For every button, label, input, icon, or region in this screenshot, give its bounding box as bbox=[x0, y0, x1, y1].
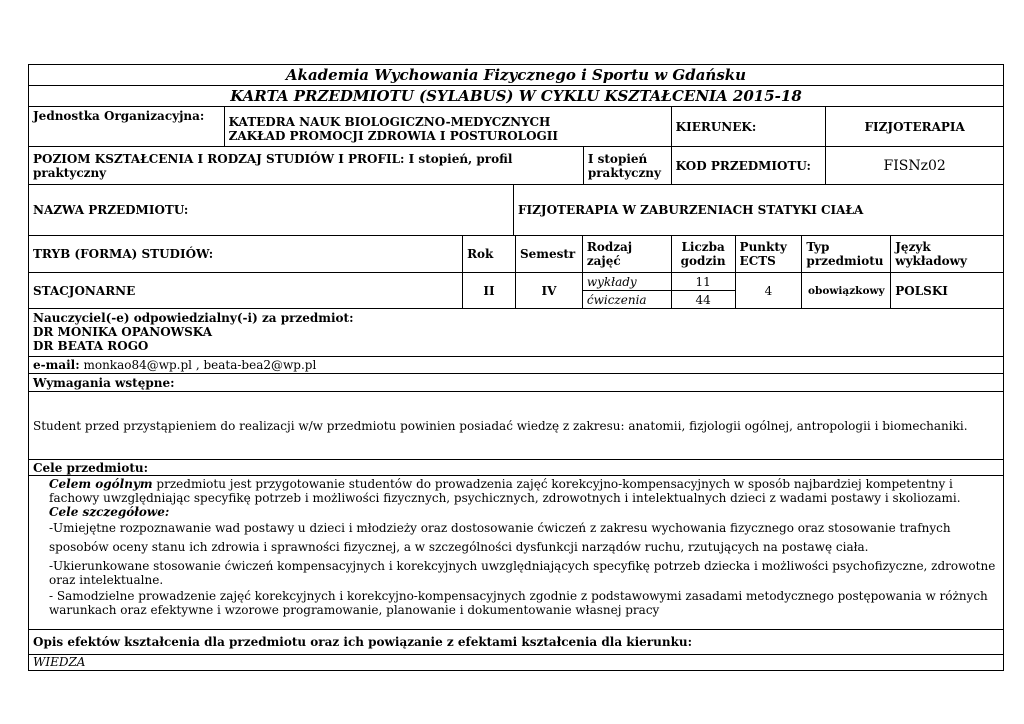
kierunek-label: KIERUNEK: bbox=[672, 107, 827, 146]
mode-values-row bbox=[29, 273, 1003, 309]
level-row bbox=[29, 147, 1003, 185]
goals-row bbox=[29, 476, 1003, 630]
semester-header: Semestr bbox=[516, 236, 583, 272]
card-title-row bbox=[29, 86, 1003, 107]
hours-lecture: 11 bbox=[672, 273, 735, 291]
email-value[interactable]: monkao84@wp.pl , beata-bea2@wp.pl bbox=[83, 358, 317, 372]
teacher-name: DR MONIKA OPANOWSKA bbox=[33, 325, 213, 339]
specific-goals-label: Cele szczegółowe: bbox=[49, 505, 170, 519]
unit-division: ZAKŁAD PROMOCJI ZDROWIA I POSTUROLOGII bbox=[228, 129, 559, 143]
level-label: POZIOM KSZTAŁCENIA I RODZAJ STUDIÓW I PROFIL: I stopień, profil praktyczny bbox=[29, 147, 584, 184]
unit-row bbox=[29, 107, 1003, 147]
goals-label-row bbox=[29, 460, 1003, 476]
subject-label: NAZWA PRZEDMIOTU: bbox=[29, 185, 514, 235]
language-value: POLSKI bbox=[895, 283, 948, 298]
year-value: II bbox=[463, 273, 516, 308]
class-type-lecture: wykłady bbox=[583, 273, 671, 291]
kierunek-value: FIZJOTERAPIA bbox=[864, 119, 965, 134]
email-row bbox=[29, 357, 1003, 374]
requirements-label: Wymagania wstępne: bbox=[33, 376, 175, 390]
outcomes-label: Opis efektów kształcenia dla przedmiotu oraz ich powiązanie z efektami kształcenia dla kierunku: bbox=[33, 635, 693, 649]
subject-name: FIZJOTERAPIA W ZABURZENIACH STATYKI CIAŁA bbox=[518, 203, 864, 217]
teachers-label: Nauczyciel(-e) odpowiedzialny(-i) za przedmiot: bbox=[33, 311, 354, 325]
email-label: e-mail: bbox=[33, 358, 80, 372]
specific-goal: -Umiejętne rozpoznawanie wad postawy u dzieci i młodzieży oraz dostosowanie ćwiczeń z zakresu wychowania fizycznego oraz stosowanie trafnych sposobów oceny stanu ich zdrowia i sprawności fizycznej, a w szczególności dysfunkcji narządów ruchu, rzutujących na postawę ciała. bbox=[49, 521, 951, 554]
institution-row bbox=[29, 65, 1003, 86]
hours-values bbox=[672, 273, 736, 308]
specific-goal: -Ukierunkowane stosowanie ćwiczeń kompensacyjnych i korekcyjnych uwzględniających specyfikę potrzeb dziecka i możliwości psychofizyczne, zdrowotne oraz intelektualne. bbox=[49, 559, 996, 587]
outcomes-category-row bbox=[29, 655, 1003, 670]
goals-label: Cele przedmiotu: bbox=[33, 461, 149, 475]
requirements-text: Student przed przystąpieniem do realizacji w/w przedmiotu powinien posiadać wiedzę z zakresu: anatomii, fizjologii ogólnej, antropologii i biomechaniki. bbox=[33, 418, 968, 433]
class-types bbox=[583, 273, 672, 308]
subject-code-label: KOD PRZEDMIOTU: bbox=[672, 147, 827, 184]
mode-header: TRYB (FORMA) STUDIÓW: bbox=[29, 236, 463, 272]
unit-department: KATEDRA NAUK BIOLOGICZNO-MEDYCZNYCH bbox=[228, 115, 551, 129]
mode-value: STACJONARNE bbox=[29, 273, 463, 308]
semester-value: IV bbox=[516, 273, 583, 308]
teachers-block bbox=[29, 309, 1003, 356]
general-goal-text: przedmiotu jest przygotowanie studentów do prowadzenia zajęć korekcyjno-kompensacyjnych w sposób najbardziej kompetentny i fachowy uwzględniając specyfikę potrzeb i możliwości fizycznych, psychicznych, zdrowotnych i intelektualnych dzieci z wadami postawy i skoliozami. bbox=[49, 477, 961, 505]
requirements-row bbox=[29, 392, 1003, 460]
requirements-label-row bbox=[29, 374, 1003, 392]
mode-header-row bbox=[29, 236, 1003, 273]
subject-type-header: Typ przedmiotu bbox=[802, 236, 891, 272]
level-value: I stopień praktyczny bbox=[584, 147, 672, 184]
ects-value: 4 bbox=[736, 273, 803, 308]
unit-label: Jednostka Organizacyjna: bbox=[29, 107, 225, 146]
unit-value bbox=[225, 107, 672, 146]
hours-header: Liczba godzin bbox=[672, 236, 736, 272]
subject-code-value: FISNz02 bbox=[883, 157, 946, 174]
class-type-header: Rodzaj zajęć bbox=[583, 236, 672, 272]
card-title: KARTA PRZEDMIOTU (SYLABUS) W CYKLU KSZTAŁCENIA 2015-18 bbox=[230, 87, 802, 105]
outcomes-category: WIEDZA bbox=[33, 655, 86, 669]
subject-type-value: obowiązkowy bbox=[802, 273, 891, 308]
email-block bbox=[29, 357, 1003, 373]
year-header: Rok bbox=[463, 236, 516, 272]
class-type-exercise: ćwiczenia bbox=[586, 292, 647, 307]
hours-exercise: 44 bbox=[695, 292, 711, 307]
general-goal-label: Celem ogólnym bbox=[49, 477, 153, 491]
goals-block bbox=[29, 476, 1003, 629]
ects-header: Punkty ECTS bbox=[736, 236, 803, 272]
teachers-row bbox=[29, 309, 1003, 357]
specific-goal: - Samodzielne prowadzenie zajęć korekcyjnych i korekcyjno-kompensacyjnych zgodnie z podstawowymi zasadami metodycznego postępowania w różnych warunkach oraz efektywne i wzorowe programowanie, planowanie i dokumentowanie własnej pracy bbox=[49, 589, 988, 617]
outcomes-label-row bbox=[29, 630, 1003, 655]
general-goal bbox=[33, 477, 999, 505]
subject-row bbox=[29, 185, 1003, 236]
language-header: Język wykładowy bbox=[895, 240, 967, 268]
institution-name: Akademia Wychowania Fizycznego i Sportu w Gdańsku bbox=[285, 66, 747, 84]
syllabus-card bbox=[28, 64, 1004, 671]
teacher-name: DR BEATA ROGO bbox=[33, 339, 149, 353]
